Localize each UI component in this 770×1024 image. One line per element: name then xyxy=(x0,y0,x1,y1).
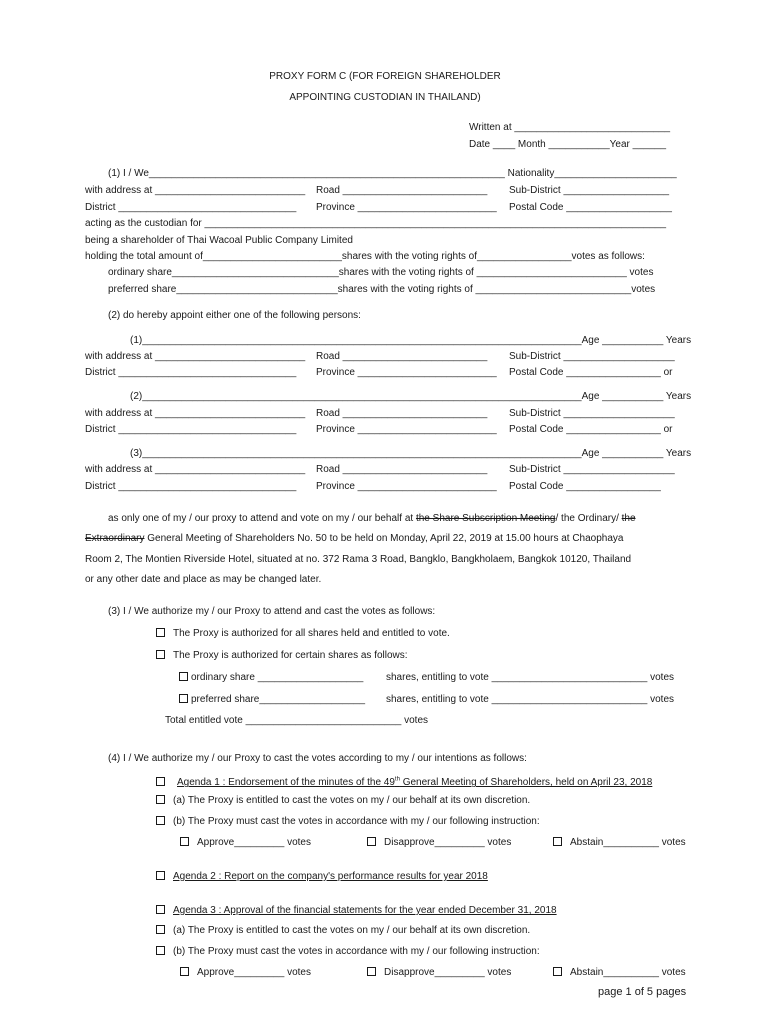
proxy-1-address-field[interactable]: with address at ___________________________ xyxy=(85,351,306,362)
agenda-2-option[interactable] xyxy=(156,871,488,883)
all-shares-checkbox[interactable] xyxy=(156,628,165,637)
proxy-3-name-field[interactable]: (3)_______________________________________________________________________________Age ___________ Years xyxy=(130,448,692,459)
agenda-3-b-checkbox[interactable] xyxy=(156,946,165,955)
proxy-1-province-field[interactable]: Province _________________________ xyxy=(316,367,497,378)
agenda-2-checkbox[interactable] xyxy=(156,871,165,880)
agenda-3-a-checkbox[interactable] xyxy=(156,925,165,934)
ordinary-share-option[interactable] xyxy=(179,672,363,684)
subdistrict-field[interactable]: Sub-District ___________________ xyxy=(509,185,670,196)
title-line-1: PROXY FORM C (FOR FOREIGN SHAREHOLDER xyxy=(269,71,501,82)
agenda-1-b-label: (b) The Proxy must cast the votes in accordance with my / our following instruction: xyxy=(173,816,540,827)
meeting-line-2 xyxy=(85,533,624,545)
agenda-1-abstain-label: Abstain__________ votes xyxy=(570,837,686,848)
meeting-text-2: General Meeting of Shareholders No. 50 to be held on Monday, April 22, 2019 at 15.00 hours at Chaophaya xyxy=(144,533,624,544)
proxy-2-district-field[interactable]: District ________________________________ xyxy=(85,424,297,435)
certain-shares-checkbox[interactable] xyxy=(156,650,165,659)
proxy-3-district-field[interactable]: District ________________________________ xyxy=(85,481,297,492)
total-votes-field[interactable]: Total entitled vote ____________________________ votes xyxy=(165,715,429,726)
proxy-2-postal-field[interactable]: Postal Code _________________ or xyxy=(509,424,673,435)
preferred-share-label: preferred share___________________ xyxy=(191,694,366,705)
agenda-1-approve-label: Approve_________ votes xyxy=(197,837,311,848)
title-line-2: APPOINTING CUSTODIAN IN THAILAND) xyxy=(289,92,481,103)
agenda-3-disapprove-checkbox[interactable] xyxy=(367,967,376,976)
certain-shares-label: The Proxy is authorized for certain shares as follows: xyxy=(173,650,408,661)
agenda-1-option-b[interactable] xyxy=(156,816,540,828)
proxy-1-subdistrict-field[interactable]: Sub-District ____________________ xyxy=(509,351,675,362)
agenda-1-approve-checkbox[interactable] xyxy=(180,837,189,846)
proxy-1-name-field[interactable]: (1)_______________________________________________________________________________Age ___________ Years xyxy=(130,335,692,346)
preferred-share-field[interactable]: preferred share_____________________________shares with the voting rights of ____________________________votes xyxy=(108,284,656,295)
struck-extraordinary: Extraordinary xyxy=(85,533,145,544)
proxy-3-road-field[interactable]: Road __________________________ xyxy=(316,464,488,475)
agenda-1-abstain-checkbox[interactable] xyxy=(553,837,562,846)
we-field[interactable]: (1) I / We________________________________________________________________ Nationality______________________ xyxy=(108,168,677,179)
company-name: Thai Wacoal Public Company Limited xyxy=(187,235,353,246)
agenda-1-label: Agenda 1 : Endorsement of the minutes of the 49th General Meeting of Shareholders, held on April 23, 2018 xyxy=(177,777,653,789)
agenda-3-option-a[interactable] xyxy=(156,925,530,937)
agenda-1-option[interactable] xyxy=(156,774,652,789)
agenda-1-option-a[interactable] xyxy=(156,795,530,807)
proxy-2-province-field[interactable]: Province _________________________ xyxy=(316,424,497,435)
postal-code-field[interactable]: Postal Code ___________________ xyxy=(509,202,672,213)
preferred-share-option[interactable] xyxy=(179,694,365,706)
proxy-3-address-field[interactable]: with address at ___________________________ xyxy=(85,464,306,475)
agenda-1-disapprove[interactable] xyxy=(367,837,511,849)
all-shares-label: The Proxy is authorized for all shares held and entitled to vote. xyxy=(173,628,450,639)
district-field[interactable]: District ________________________________ xyxy=(85,202,297,213)
address-field[interactable]: with address at ___________________________ xyxy=(85,185,306,196)
proxy-2-name-field[interactable]: (2)_______________________________________________________________________________Age ___________ Years xyxy=(130,391,692,402)
preferred-share-checkbox[interactable] xyxy=(179,694,188,703)
proxy-2-address-field[interactable]: with address at ___________________________ xyxy=(85,408,306,419)
meeting-text-1: as only one of my / our proxy to attend and vote on my / our behalf at xyxy=(108,513,416,524)
date-field[interactable]: Date ____ Month ___________Year ______ xyxy=(469,139,667,150)
proxy-3-subdistrict-field[interactable]: Sub-District ____________________ xyxy=(509,464,675,475)
written-at-field[interactable]: Written at ____________________________ xyxy=(469,122,671,133)
agenda-3-approve-label: Approve_________ votes xyxy=(197,967,311,978)
meeting-line-1 xyxy=(108,513,636,525)
agenda-3-abstain[interactable] xyxy=(553,967,686,979)
meeting-line-3: Room 2, The Montien Riverside Hotel, situated at no. 372 Rama 3 Road, Bangklo, Bangkholaem, Bangkok 10120, Thailand xyxy=(85,554,632,565)
agenda-3-disapprove[interactable] xyxy=(367,967,511,979)
agenda-3-disapprove-label: Disapprove_________ votes xyxy=(384,967,512,978)
authorize-intro: (3) I / We authorize my / our Proxy to attend and cast the votes as follows: xyxy=(108,606,436,617)
agenda-3-option-b[interactable] xyxy=(156,946,540,958)
meeting-line-4: or any other date and place as may be changed later. xyxy=(85,574,322,585)
intentions-intro: (4) I / We authorize my / our Proxy to cast the votes according to my / our intentions as follows: xyxy=(108,753,527,764)
ordinary-votes-field[interactable]: shares, entitling to vote ____________________________ votes xyxy=(386,672,675,683)
ordinary-share-field[interactable]: ordinary share______________________________shares with the voting rights of ___________________________ votes xyxy=(108,267,654,278)
proxy-1-road-field[interactable]: Road __________________________ xyxy=(316,351,488,362)
agenda-3-approve[interactable] xyxy=(180,967,311,979)
agenda-3-checkbox[interactable] xyxy=(156,905,165,914)
struck-share-subscription: the Share Subscription Meeting xyxy=(415,513,556,524)
appoint-intro: (2) do hereby appoint either one of the following persons: xyxy=(108,310,361,321)
agenda-1-abstain[interactable] xyxy=(553,837,686,849)
option-certain-shares[interactable] xyxy=(156,650,408,662)
custodian-field[interactable]: acting as the custodian for ___________________________________________________________________________________ xyxy=(85,218,667,229)
agenda-3-option[interactable] xyxy=(156,905,557,917)
agenda-2-label: Agenda 2 : Report on the company's performance results for year 2018 xyxy=(173,871,488,882)
proxy-2-road-field[interactable]: Road __________________________ xyxy=(316,408,488,419)
agenda-3-abstain-checkbox[interactable] xyxy=(553,967,562,976)
page-number: page 1 of 5 pages xyxy=(598,986,687,998)
agenda-1-approve[interactable] xyxy=(180,837,311,849)
agenda-1-a-label: (a) The Proxy is entitled to cast the votes on my / our behalf at its own discretion. xyxy=(173,795,531,806)
agenda-3-a-label: (a) The Proxy is entitled to cast the votes on my / our behalf at its own discretion. xyxy=(173,925,531,936)
shareholder-line xyxy=(85,235,353,247)
proxy-1-district-field[interactable]: District ________________________________ xyxy=(85,367,297,378)
meeting-text-ordinary: / the Ordinary/ xyxy=(555,513,622,524)
road-field[interactable]: Road __________________________ xyxy=(316,185,488,196)
agenda-3-label: Agenda 3 : Approval of the financial statements for the year ended December 31, 2018 xyxy=(173,905,557,916)
preferred-votes-field[interactable]: shares, entitling to vote ____________________________ votes xyxy=(386,694,675,705)
agenda-1-disapprove-label: Disapprove_________ votes xyxy=(384,837,512,848)
holding-field[interactable]: holding the total amount of_________________________shares with the voting rights of_________________votes as follows: xyxy=(85,251,645,262)
shareholder-prefix: being a shareholder of xyxy=(85,235,185,246)
agenda-3-approve-checkbox[interactable] xyxy=(180,967,189,976)
agenda-1-a-checkbox[interactable] xyxy=(156,795,165,804)
proxy-2-subdistrict-field[interactable]: Sub-District ____________________ xyxy=(509,408,675,419)
ordinary-share-label: ordinary share ___________________ xyxy=(191,672,364,683)
agenda-3-abstain-label: Abstain__________ votes xyxy=(570,967,686,978)
agenda-3-b-label: (b) The Proxy must cast the votes in accordance with my / our following instruction: xyxy=(173,946,540,957)
ordinary-share-checkbox[interactable] xyxy=(179,672,188,681)
struck-the: the xyxy=(621,513,636,524)
proxy-1-postal-field[interactable]: Postal Code _________________ or xyxy=(509,367,673,378)
proxy-3-province-field[interactable]: Province _________________________ xyxy=(316,481,497,492)
proxy-3-postal-field[interactable]: Postal Code _________________ xyxy=(509,481,661,492)
agenda-1-checkbox[interactable] xyxy=(156,777,165,786)
option-all-shares[interactable] xyxy=(156,628,450,640)
province-field[interactable]: Province _________________________ xyxy=(316,202,497,213)
agenda-1-disapprove-checkbox[interactable] xyxy=(367,837,376,846)
agenda-1-b-checkbox[interactable] xyxy=(156,816,165,825)
